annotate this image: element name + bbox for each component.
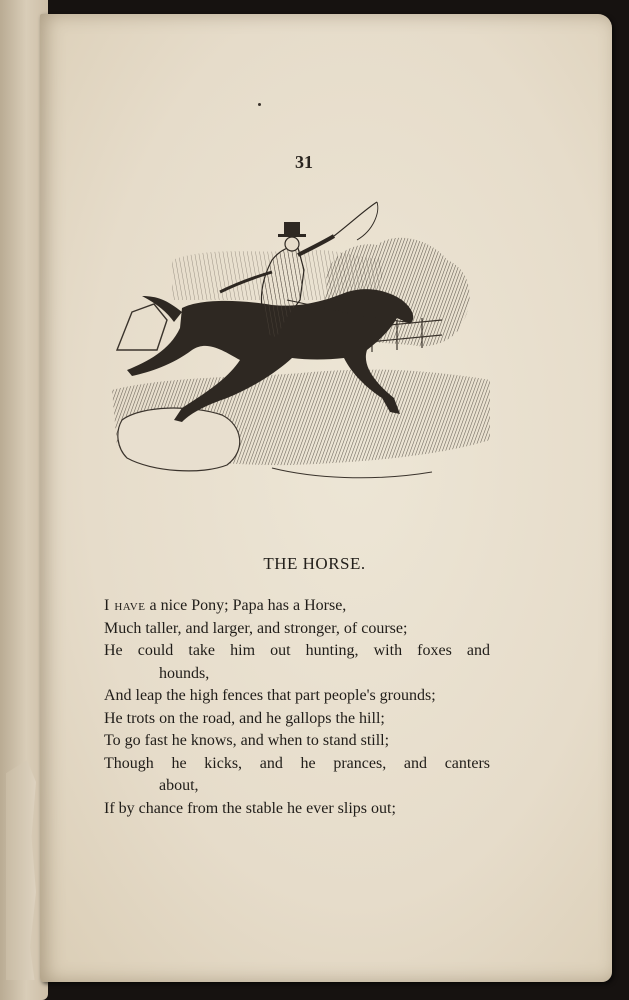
torn-page-corner	[6, 760, 36, 980]
book-page	[40, 14, 612, 982]
poem-line-lead: I have	[104, 597, 146, 614]
poem-line: Much taller, and larger, and stronger, of course;	[104, 619, 408, 637]
poem-line: He trots on the road, and he gallops the hill;	[104, 709, 385, 727]
poem-line-continuation: hounds,	[159, 664, 210, 682]
poem-line	[104, 595, 490, 618]
poem-line-continuation: about,	[159, 777, 199, 794]
poem-line-rest: a nice Pony; Papa has a Horse,	[145, 597, 347, 614]
poem-line: He could take him out hunting, with foxes and	[104, 642, 490, 659]
poem-title: THE HORSE.	[263, 554, 366, 573]
poem-text	[104, 595, 490, 820]
poem-line: And leap the high fences that part people's grounds;	[104, 687, 436, 704]
page-number: 31	[295, 152, 313, 172]
poem-line: If by chance from the stable he ever slips out;	[104, 799, 396, 817]
poem-line: Though he kicks, and he prances, and canters	[104, 754, 490, 772]
horse-and-rider-engraving-icon	[112, 200, 490, 492]
poem-line: To go fast he knows, and when to stand still;	[104, 732, 390, 749]
ink-speck	[258, 103, 261, 106]
